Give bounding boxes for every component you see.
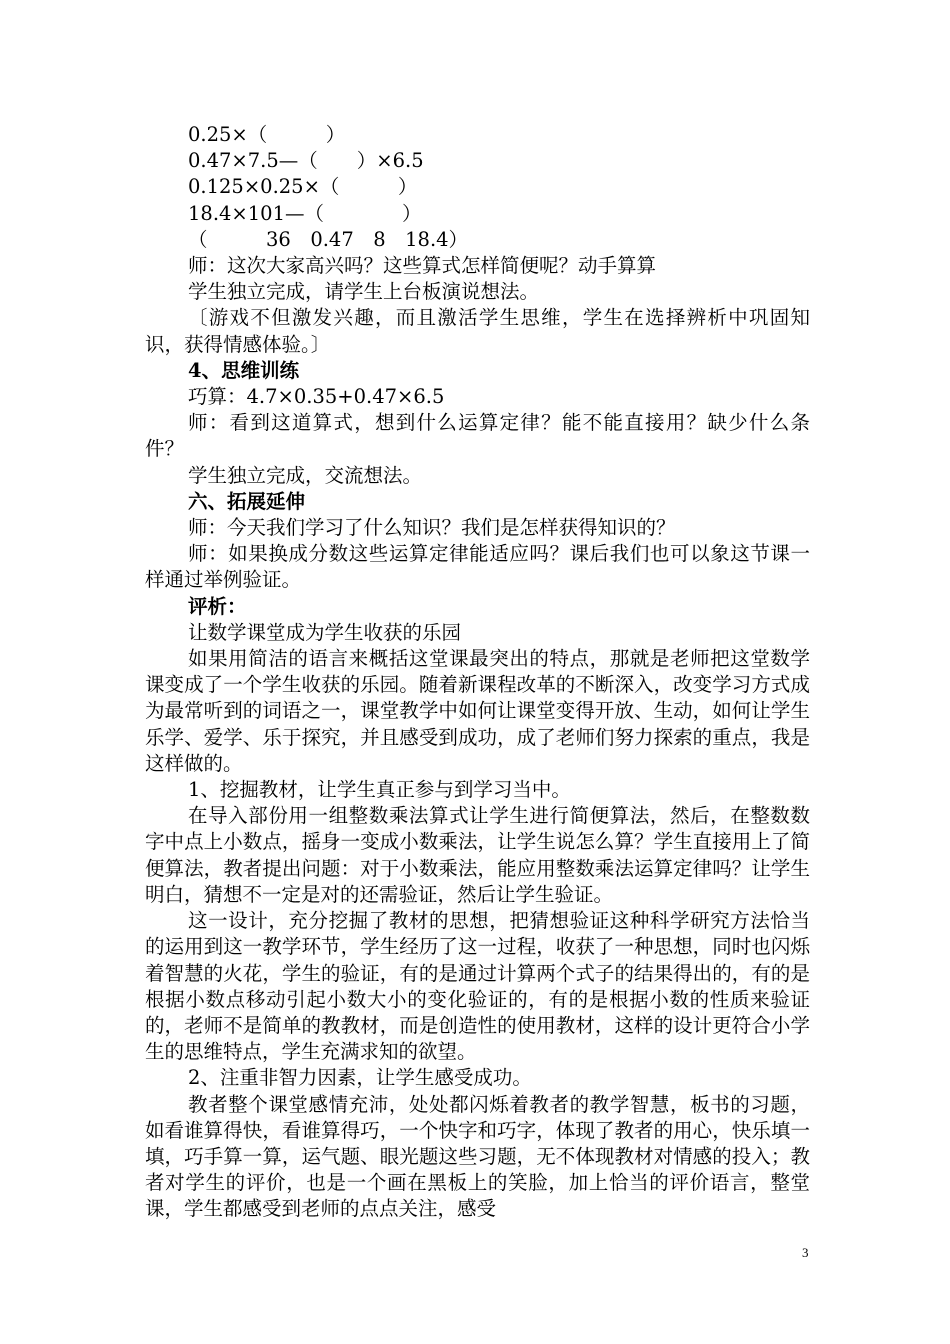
teacher-question-paragraph: 师：看到这道算式，想到什么运算定律？能不能直接用？缺少什么条件？ bbox=[145, 411, 810, 461]
section-heading-review: 评析： bbox=[188, 594, 247, 618]
teacher-summary-line: 师：今天我们学习了什么知识？我们是怎样获得知识的？ bbox=[188, 516, 676, 540]
exercise-line-2: 0.47×7.5—（ ）×6.5 bbox=[188, 149, 424, 173]
game-comment-paragraph: 〔游戏不但激发兴趣，而且激活学生思维，学生在选择辨析中巩固知识，获得情感体验。〕 bbox=[145, 306, 810, 356]
student-exchange-line: 学生独立完成，交流想法。 bbox=[188, 463, 423, 487]
review-paragraph-1: 如果用简洁的语言来概括这堂课最突出的特点，那就是老师把这堂数学课变成了一个学生收获的乐园。随着新课程改革的不断深入，改变学习方式成为最常听到的词语之一，课堂教学中如何让课堂变得开放、生动，如何让学生乐学、爱学、乐于探究，并且感受到成功，成了老师们努力探索的重点，我是这样做的。 bbox=[145, 647, 810, 775]
exercise-line-4: 18.4×101—（ ） bbox=[188, 201, 422, 225]
teacher-line: 师：这次大家高兴吗？这些算式怎样简便呢？动手算算 bbox=[188, 254, 657, 278]
review-point-1: 1、挖掘教材，让学生真正参与到学习当中。 bbox=[188, 778, 571, 802]
document-body bbox=[145, 122, 810, 1223]
clever-calc-line: 巧算：4.7×0.35+0.47×6.5 bbox=[188, 385, 445, 409]
review-paragraph-3: 这一设计，充分挖掘了教材的思想，把猜想验证这种科学研究方法恰当的运用到这一教学环节，学生经历了这一过程，收获了一种思想，同时也闪烁着智慧的火花，学生的验证，有的是通过计算两个式子的结果得出的，有的是根据小数点移动引起小数大小的变化验证的，有的是根据小数的性质来验证的，老师不是简单的教教材，而是创造性的使用教材，这样的设计更符合小学生的思维特点，学生充满求知的欲望。 bbox=[145, 909, 810, 1064]
review-title: 让数学课堂成为学生收获的乐园 bbox=[188, 620, 462, 644]
teacher-fraction-paragraph: 师：如果换成分数这些运算定律能适应吗？课后我们也可以象这节课一样通过举例验证。 bbox=[145, 542, 810, 592]
review-paragraph-2: 在导入部份用一组整数乘法算式让学生进行简便算法，然后，在整数数字中点上小数点，摇身一变成小数乘法，让学生说怎么算？学生直接用上了简便算法，教者提出问题：对于小数乘法，能应用整数乘法运算定律吗？让学生明白，猜想不一定是对的还需验证，然后让学生验证。 bbox=[145, 804, 810, 906]
section-heading-extension: 六、拓展延伸 bbox=[188, 489, 306, 513]
section-heading-thinking: 4、思维训练 bbox=[188, 358, 300, 382]
answer-options-line: （ 36 0.47 8 18.4） bbox=[188, 227, 469, 251]
review-paragraph-4: 教者整个课堂感情充沛，处处都闪烁着教者的教学智慧，板书的习题，如看谁算得快，看谁算得巧，一个快字和巧字，体现了教者的用心，快乐填一填，巧手算一算，运气题、眼光题这些习题，无不体现教材对情感的投入；教者对学生的评价，也是一个画在黑板上的笑脸，加上恰当的评价语言，整堂课，学生都感受到老师的点点关注，感受 bbox=[145, 1092, 810, 1221]
page-number: 3 bbox=[802, 1245, 809, 1260]
exercise-line-1: 0.25×（ ） bbox=[188, 123, 346, 146]
student-line: 学生独立完成，请学生上台板演说想法。 bbox=[188, 280, 540, 304]
review-point-2: 2、注重非智力因素，让学生感受成功。 bbox=[188, 1066, 532, 1090]
exercise-line-3: 0.125×0.25×（ ） bbox=[188, 175, 418, 199]
